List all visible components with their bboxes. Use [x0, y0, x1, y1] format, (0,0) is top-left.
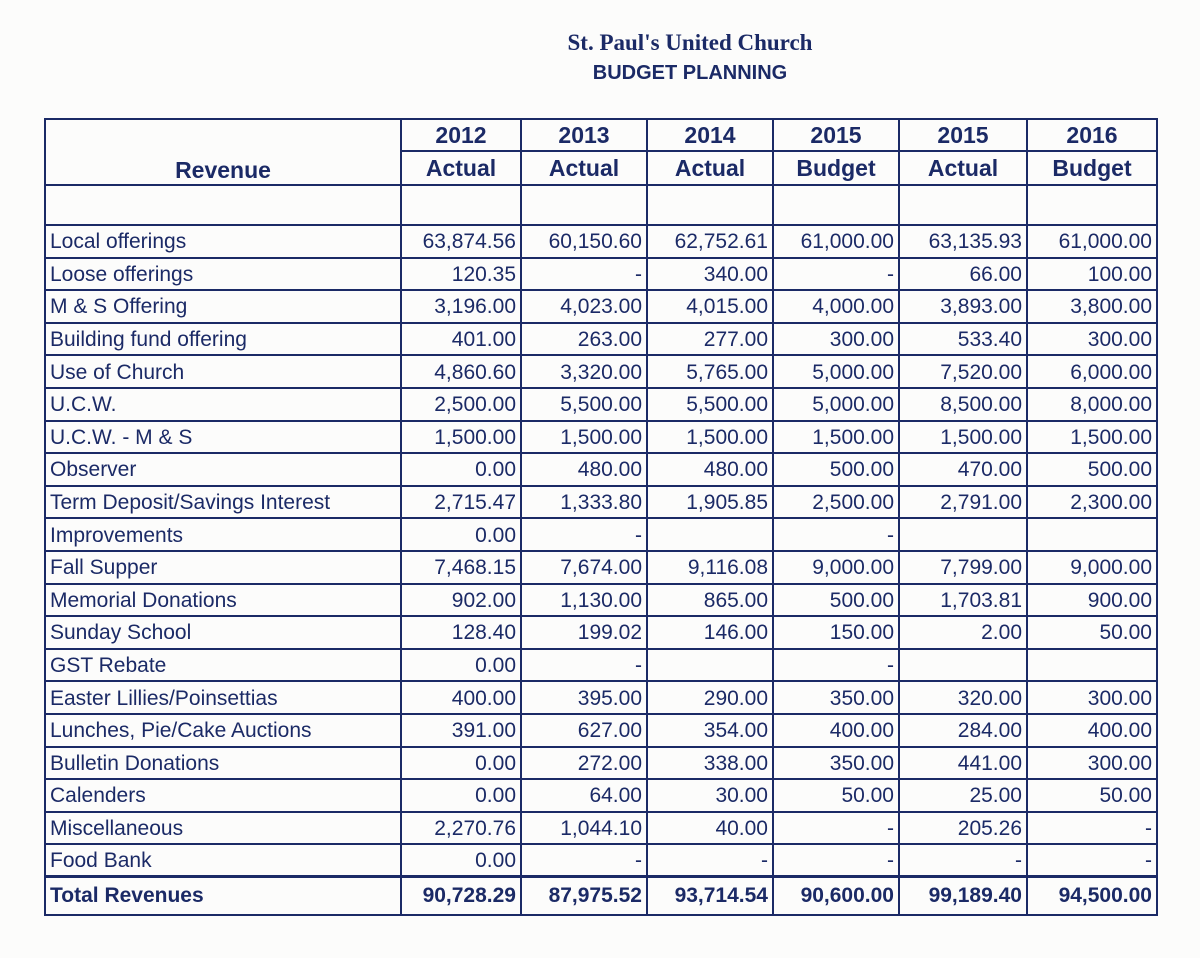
- row-value: 2,791.00: [899, 486, 1027, 519]
- table-row: [45, 323, 1157, 356]
- row-value: 400.00: [773, 714, 899, 747]
- row-label: Fall Supper: [45, 551, 401, 584]
- row-value: [899, 518, 1027, 551]
- row-value: -: [773, 649, 899, 682]
- total-label: Total Revenues: [45, 877, 401, 915]
- row-value: 300.00: [1027, 681, 1157, 714]
- empty-cell: [773, 185, 899, 225]
- table-row: [45, 453, 1157, 486]
- row-label: Memorial Donations: [45, 584, 401, 617]
- empty-cell: [1027, 185, 1157, 225]
- column-type: Actual: [647, 151, 773, 185]
- row-value: 2,500.00: [401, 388, 521, 421]
- table-row: [45, 355, 1157, 388]
- row-value: 401.00: [401, 323, 521, 356]
- table-row: [45, 681, 1157, 714]
- column-type: Budget: [1027, 151, 1157, 185]
- column-type: Actual: [899, 151, 1027, 185]
- row-value: 7,520.00: [899, 355, 1027, 388]
- row-value: 533.40: [899, 323, 1027, 356]
- row-value: 100.00: [1027, 258, 1157, 291]
- row-value: 205.26: [899, 812, 1027, 845]
- column-year: 2016: [1027, 119, 1157, 151]
- row-value: 5,000.00: [773, 355, 899, 388]
- row-value: 354.00: [647, 714, 773, 747]
- row-label: GST Rebate: [45, 649, 401, 682]
- row-value: 1,500.00: [647, 421, 773, 454]
- row-value: [1027, 649, 1157, 682]
- row-value: -: [773, 812, 899, 845]
- empty-cell: [647, 185, 773, 225]
- row-value: 50.00: [1027, 779, 1157, 812]
- row-value: 277.00: [647, 323, 773, 356]
- total-value: 90,600.00: [773, 877, 899, 915]
- row-value: 900.00: [1027, 584, 1157, 617]
- row-label: Bulletin Donations: [45, 747, 401, 780]
- row-label: Building fund offering: [45, 323, 401, 356]
- row-value: 1,703.81: [899, 584, 1027, 617]
- empty-cell: [45, 185, 401, 225]
- row-value: 146.00: [647, 616, 773, 649]
- row-value: [647, 649, 773, 682]
- row-value: 350.00: [773, 681, 899, 714]
- row-value: 9,000.00: [1027, 551, 1157, 584]
- revenue-table: [44, 118, 1158, 916]
- row-value: 7,468.15: [401, 551, 521, 584]
- column-type: Actual: [401, 151, 521, 185]
- table-row: [45, 714, 1157, 747]
- row-label: Easter Lillies/Poinsettias: [45, 681, 401, 714]
- row-value: 1,500.00: [401, 421, 521, 454]
- row-value: 62,752.61: [647, 225, 773, 258]
- row-label: Use of Church: [45, 355, 401, 388]
- total-value: 90,728.29: [401, 877, 521, 915]
- spacer-row: [45, 185, 1157, 225]
- row-value: 64.00: [521, 779, 647, 812]
- table-row: [45, 551, 1157, 584]
- row-value: 2,500.00: [773, 486, 899, 519]
- row-value: 150.00: [773, 616, 899, 649]
- row-value: 60,150.60: [521, 225, 647, 258]
- row-value: 470.00: [899, 453, 1027, 486]
- column-type: Budget: [773, 151, 899, 185]
- row-value: 61,000.00: [773, 225, 899, 258]
- row-value: 8,000.00: [1027, 388, 1157, 421]
- row-value: 4,000.00: [773, 290, 899, 323]
- row-value: 7,674.00: [521, 551, 647, 584]
- row-label: U.C.W.: [45, 388, 401, 421]
- row-value: 263.00: [521, 323, 647, 356]
- row-label: Lunches, Pie/Cake Auctions: [45, 714, 401, 747]
- table-row: [45, 258, 1157, 291]
- table-row: [45, 779, 1157, 812]
- row-value: 9,116.08: [647, 551, 773, 584]
- row-value: 320.00: [899, 681, 1027, 714]
- table-row: [45, 290, 1157, 323]
- row-value: 441.00: [899, 747, 1027, 780]
- row-value: -: [1027, 844, 1157, 877]
- row-value: -: [773, 844, 899, 877]
- row-value: 902.00: [401, 584, 521, 617]
- row-value: 391.00: [401, 714, 521, 747]
- row-value: 6,000.00: [1027, 355, 1157, 388]
- row-value: 3,800.00: [1027, 290, 1157, 323]
- row-value: 480.00: [521, 453, 647, 486]
- table-row: [45, 225, 1157, 258]
- row-value: 480.00: [647, 453, 773, 486]
- total-value: 87,975.52: [521, 877, 647, 915]
- row-value: 1,500.00: [899, 421, 1027, 454]
- row-label: M & S Offering: [45, 290, 401, 323]
- row-value: 61,000.00: [1027, 225, 1157, 258]
- table-row: [45, 616, 1157, 649]
- row-label: Miscellaneous: [45, 812, 401, 845]
- table-row: [45, 518, 1157, 551]
- row-value: 350.00: [773, 747, 899, 780]
- row-value: 5,765.00: [647, 355, 773, 388]
- row-value: 0.00: [401, 518, 521, 551]
- table-row: [45, 844, 1157, 877]
- row-value: -: [899, 844, 1027, 877]
- row-value: 300.00: [1027, 747, 1157, 780]
- column-year: 2012: [401, 119, 521, 151]
- row-value: 3,320.00: [521, 355, 647, 388]
- row-value: -: [1027, 812, 1157, 845]
- row-value: 50.00: [1027, 616, 1157, 649]
- row-value: 290.00: [647, 681, 773, 714]
- row-value: 0.00: [401, 747, 521, 780]
- row-label: U.C.W. - M & S: [45, 421, 401, 454]
- church-name: St. Paul's United Church: [567, 30, 813, 55]
- empty-cell: [401, 185, 521, 225]
- row-value: [647, 518, 773, 551]
- total-value: 93,714.54: [647, 877, 773, 915]
- row-value: 66.00: [899, 258, 1027, 291]
- table-body: [45, 185, 1157, 877]
- row-label: Food Bank: [45, 844, 401, 877]
- row-value: 2,270.76: [401, 812, 521, 845]
- row-value: 395.00: [521, 681, 647, 714]
- total-value: 94,500.00: [1027, 877, 1157, 915]
- row-value: -: [521, 258, 647, 291]
- table-row: [45, 388, 1157, 421]
- row-value: 0.00: [401, 453, 521, 486]
- column-year: 2014: [647, 119, 773, 151]
- row-value: 0.00: [401, 779, 521, 812]
- row-value: 50.00: [773, 779, 899, 812]
- row-value: 1,044.10: [521, 812, 647, 845]
- row-value: 500.00: [773, 453, 899, 486]
- row-value: 300.00: [1027, 323, 1157, 356]
- row-value: 199.02: [521, 616, 647, 649]
- table-row: [45, 812, 1157, 845]
- column-year: 2013: [521, 119, 647, 151]
- row-value: [1027, 518, 1157, 551]
- empty-cell: [899, 185, 1027, 225]
- row-value: 2,715.47: [401, 486, 521, 519]
- row-value: -: [521, 518, 647, 551]
- row-value: 1,500.00: [521, 421, 647, 454]
- row-value: 5,500.00: [647, 388, 773, 421]
- row-value: 9,000.00: [773, 551, 899, 584]
- row-value: 5,500.00: [521, 388, 647, 421]
- row-value: 865.00: [647, 584, 773, 617]
- row-label: Local offerings: [45, 225, 401, 258]
- row-value: 25.00: [899, 779, 1027, 812]
- row-value: 272.00: [521, 747, 647, 780]
- row-value: 63,135.93: [899, 225, 1027, 258]
- table-row: [45, 747, 1157, 780]
- row-value: 1,500.00: [1027, 421, 1157, 454]
- total-row: [45, 877, 1157, 915]
- row-label: Sunday School: [45, 616, 401, 649]
- row-value: 1,905.85: [647, 486, 773, 519]
- row-value: 300.00: [773, 323, 899, 356]
- row-value: 1,500.00: [773, 421, 899, 454]
- row-value: 400.00: [1027, 714, 1157, 747]
- row-value: 2.00: [899, 616, 1027, 649]
- row-value: 5,000.00: [773, 388, 899, 421]
- table-row: [45, 649, 1157, 682]
- row-value: 3,893.00: [899, 290, 1027, 323]
- row-value: 500.00: [1027, 453, 1157, 486]
- row-value: -: [521, 844, 647, 877]
- row-value: 4,023.00: [521, 290, 647, 323]
- row-value: [899, 649, 1027, 682]
- row-value: -: [647, 844, 773, 877]
- row-value: 340.00: [647, 258, 773, 291]
- document-title: BUDGET PLANNING: [592, 62, 788, 84]
- row-value: 1,333.80: [521, 486, 647, 519]
- row-value: 4,015.00: [647, 290, 773, 323]
- row-value: 338.00: [647, 747, 773, 780]
- row-value: 284.00: [899, 714, 1027, 747]
- row-value: 627.00: [521, 714, 647, 747]
- row-value: 0.00: [401, 649, 521, 682]
- row-value: 120.35: [401, 258, 521, 291]
- column-year: 2015: [899, 119, 1027, 151]
- row-value: 3,196.00: [401, 290, 521, 323]
- revenue-header: Revenue: [45, 119, 401, 185]
- table-row: [45, 421, 1157, 454]
- column-year: 2015: [773, 119, 899, 151]
- row-value: 1,130.00: [521, 584, 647, 617]
- row-value: 30.00: [647, 779, 773, 812]
- table-row: [45, 584, 1157, 617]
- table-row: [45, 486, 1157, 519]
- column-type: Actual: [521, 151, 647, 185]
- row-value: 8,500.00: [899, 388, 1027, 421]
- row-label: Calenders: [45, 779, 401, 812]
- row-value: 2,300.00: [1027, 486, 1157, 519]
- row-label: Improvements: [45, 518, 401, 551]
- row-value: 40.00: [647, 812, 773, 845]
- row-value: 128.40: [401, 616, 521, 649]
- row-value: -: [521, 649, 647, 682]
- total-value: 99,189.40: [899, 877, 1027, 915]
- row-value: 500.00: [773, 584, 899, 617]
- row-value: -: [773, 518, 899, 551]
- empty-cell: [521, 185, 647, 225]
- row-label: Term Deposit/Savings Interest: [45, 486, 401, 519]
- row-label: Loose offerings: [45, 258, 401, 291]
- header-row-year: [45, 119, 1157, 151]
- row-value: 4,860.60: [401, 355, 521, 388]
- row-value: 63,874.56: [401, 225, 521, 258]
- row-value: -: [773, 258, 899, 291]
- row-value: 400.00: [401, 681, 521, 714]
- row-value: 7,799.00: [899, 551, 1027, 584]
- row-value: 0.00: [401, 844, 521, 877]
- row-label: Observer: [45, 453, 401, 486]
